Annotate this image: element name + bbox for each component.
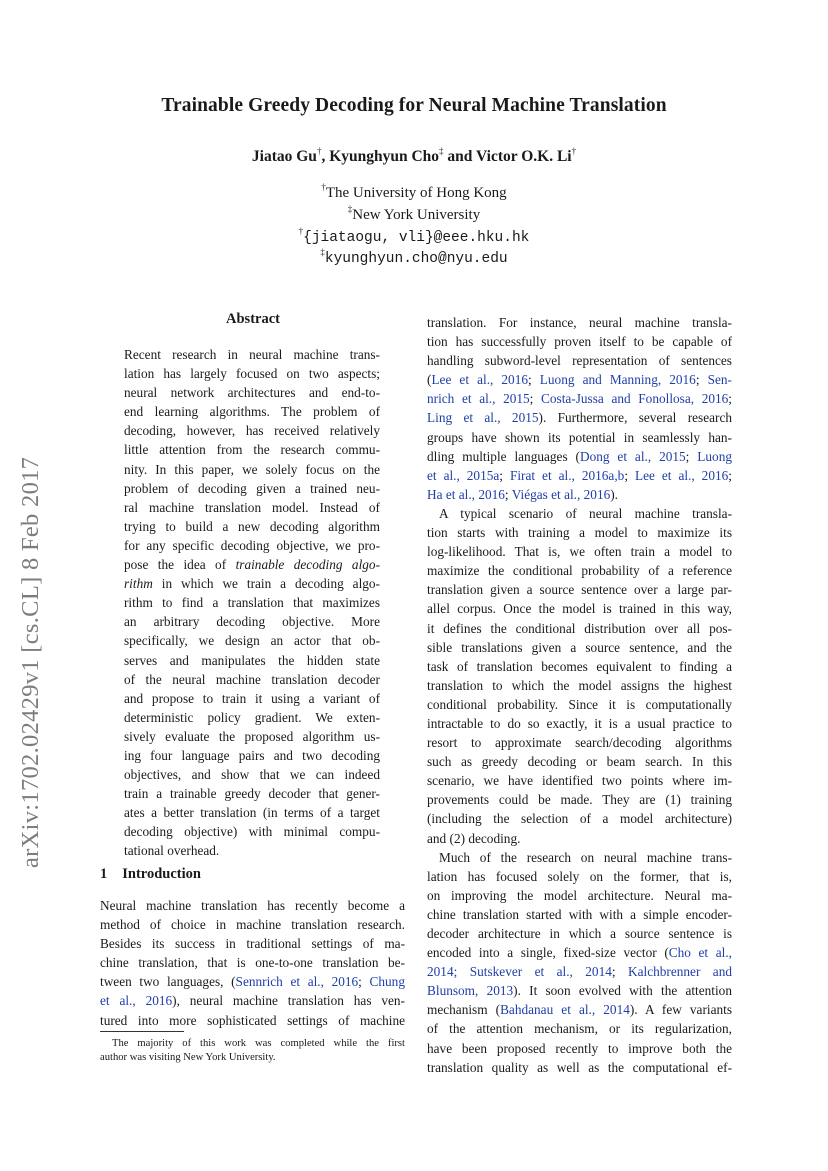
body-line: and (2) decoding. (427, 830, 521, 846)
body-line: conditional probability. Since it is computationally (427, 696, 732, 712)
abstract-line: specifically, we design an actor that ob- (124, 633, 380, 649)
body-line: have been proposed recently to improve both the (427, 1040, 732, 1056)
footnote-line: The majority of this work was completed while the first (112, 1038, 405, 1049)
body-line: Much of the research on neural machine trans- (439, 849, 732, 865)
abstract-line: nity. In this paper, we solely focus on the (124, 461, 380, 477)
body-line: Ling et al., 2015). Furthermore, several research (427, 410, 732, 426)
abstract-line: train a trainable greedy decoder that gener- (124, 786, 380, 802)
affiliation-mark: † (321, 182, 326, 192)
affiliation-nyu (0, 204, 828, 224)
abstract-line: little attention from the research commu- (124, 442, 380, 458)
affiliation-mark: † (298, 226, 304, 236)
arxiv-stamp: arXiv:1702.02429v1 [cs.CL] 8 Feb 2017 (17, 456, 44, 868)
abstract-line: for any specific decoding objective, we pro- (124, 537, 380, 553)
body-line: 2014; Sutskever et al., 2014; Kalchbrenner and (427, 964, 732, 980)
affiliation-mark: † (571, 146, 577, 156)
body-line: translation. For instance, neural machine transla- (427, 315, 732, 330)
abstract-line: ates a better translation (in terms of a target (124, 805, 380, 821)
affiliation-text: The University of Hong Kong (325, 185, 507, 201)
abstract-body (124, 345, 380, 861)
body-line: on improving the model architecture. Neural ma- (427, 887, 732, 903)
body-line: tion has successfully proven itself to be capable of (427, 334, 732, 350)
right-column-body (427, 313, 732, 1077)
author-list (0, 146, 828, 166)
intro-line: tured into more sophisticated settings of machine (100, 1012, 405, 1028)
body-line: mechanism (Bahdanau et al., 2014). A few variants (427, 1002, 732, 1018)
abstract-line: deterministic policy gradient. We exten- (124, 709, 380, 725)
body-line: decoder architecture in which a source sentence is (427, 926, 732, 941)
abstract-line: tational overhead. (124, 843, 220, 859)
abstract-line: ing four language pairs and two decoding (124, 747, 380, 763)
section-heading-introduction (100, 866, 201, 883)
body-line: resort to approximate search/decoding algorithms (427, 735, 732, 751)
abstract-line: rithm in which we train a decoding algo- (124, 576, 380, 592)
body-line: handling subword-level representation of sentences (427, 353, 732, 369)
intro-line: chine translation, that is one-to-one translation be- (100, 955, 405, 971)
body-line: translation given a source sentence over a large par- (427, 582, 732, 598)
affiliation-text: New York University (352, 207, 481, 223)
body-line: Ha et al., 2016; Viégas et al., 2016). (427, 486, 619, 502)
section-number: 1 (100, 866, 108, 882)
body-line: of the attention mechanism, or its regularization, (427, 1021, 732, 1037)
intro-body (100, 896, 405, 1030)
abstract-line: objectives, and show that we can indeed (124, 767, 380, 783)
body-line: provements could be made. They are (1) training (427, 792, 732, 808)
intro-line: method of choice in machine translation research. (100, 917, 405, 933)
body-line: dling multiple languages (Dong et al., 2015; Luong (427, 448, 732, 464)
body-line: Blunsom, 2013). It soon evolved with the attention (427, 983, 732, 999)
body-line: allel corpus. Once the model is trained in this way, (427, 601, 732, 617)
body-line: encoded into a single, fixed-size vector (Cho et al., (427, 945, 732, 961)
abstract-line: decoding objective) with minimal compu- (124, 824, 380, 840)
body-line: such as greedy decoding or beam search. In this (427, 754, 732, 770)
email-hku (0, 226, 828, 246)
body-line: et al., 2015a; Firat et al., 2016a,b; Lee et al., 2016; (427, 467, 732, 483)
intro-line: et al., 2016), neural machine translation has ven- (100, 993, 405, 1009)
body-line: lation has focused solely on the former, that is, (427, 868, 732, 884)
abstract-line: of the neural machine translation decoder (124, 671, 380, 687)
author-name: Kyunghyun Cho (329, 148, 440, 165)
abstract-line: Recent research in neural machine trans- (124, 347, 380, 362)
intro-line: Neural machine translation has recently become a (100, 898, 405, 913)
abstract-line: rithm to find a translation that maximizes (124, 595, 380, 611)
body-line: (Lee et al., 2016; Luong and Manning, 2016; Sen- (427, 372, 732, 388)
abstract-line: sively evaluate the proposed algorithm us- (124, 728, 380, 744)
affiliation-mark: ‡ (439, 146, 444, 156)
body-line: sible translations given a source sentence, and the (427, 639, 732, 655)
abstract-line: neural network architectures and end-to- (124, 385, 380, 401)
body-line: nrich et al., 2015; Costa-Jussa and Fonollosa, 2016; (427, 391, 732, 407)
abstract-line: problem of decoding given a trained neu- (124, 480, 380, 496)
affiliation-hku (0, 182, 828, 202)
body-line: it defines the conditional distribution over all pos- (427, 620, 732, 636)
email-nyu (0, 247, 828, 267)
abstract-line: and propose to train it using a variant of (124, 690, 380, 706)
email-text: kyunghyun.cho@nyu.edu (324, 251, 508, 267)
abstract-line: pose the idea of trainable decoding algo- (124, 557, 381, 573)
section-title: Introduction (122, 866, 201, 882)
body-line: scenario, we have identified two points where im- (427, 773, 732, 789)
affiliation-mark: ‡ (320, 247, 325, 257)
abstract-heading: Abstract (226, 311, 280, 327)
body-line: maximize the conditional probability of a reference (427, 563, 732, 579)
author-separator: , (321, 148, 330, 165)
footnote (100, 1037, 405, 1065)
email-text: {jiataogu, vli}@eee.hku.hk (303, 230, 530, 246)
intro-line: tween two languages, (Sennrich et al., 2016; Chung (100, 974, 405, 990)
abstract-line: decoding, however, has received relatively (124, 423, 380, 439)
abstract-line: an arbitrary decoding objective. More (124, 614, 380, 630)
intro-line: Besides its success in traditional settings of ma- (100, 936, 405, 952)
author-separator: and (443, 148, 477, 165)
affiliation-mark: † (316, 146, 322, 156)
body-line: intractable to do so exactly, it is a usual practice to (427, 715, 732, 731)
abstract-line: lation has largely focused on two aspects; (124, 366, 380, 382)
body-line: task of translation becomes equivalent to finding a (427, 658, 732, 674)
abstract-line: end learning algorithms. The problem of (124, 404, 380, 420)
body-line: groups have shown its potential in seamlessly han- (427, 429, 732, 445)
body-line: translation quality as well as the computational ef- (427, 1059, 732, 1075)
affiliation-mark: ‡ (347, 204, 353, 214)
body-line: tion starts with training a model to maximize its (427, 525, 732, 541)
author-name: Victor O.K. Li (476, 148, 572, 165)
body-line: A typical scenario of neural machine transla- (439, 505, 732, 521)
body-line: log-likelihood. That is, we often train a model to (427, 544, 732, 560)
paper-title: Trainable Greedy Decoding for Neural Machine Translation (161, 95, 667, 116)
body-line: chine translation started with with a simple encoder- (427, 906, 732, 922)
body-line: translation to which the model assigns the highest (427, 677, 732, 693)
footnote-rule (100, 1031, 184, 1032)
abstract-line: trying to build a new decoding algorithm (124, 518, 380, 534)
abstract-line: serves and manipulates the hidden state (124, 652, 380, 668)
abstract-line: ral machine translation model. Instead of (124, 499, 380, 515)
body-line: (including the selection of a model architecture) (427, 811, 732, 827)
author-name: Jiatao Gu (251, 148, 317, 165)
footnote-line: author was visiting New York University. (100, 1052, 276, 1063)
